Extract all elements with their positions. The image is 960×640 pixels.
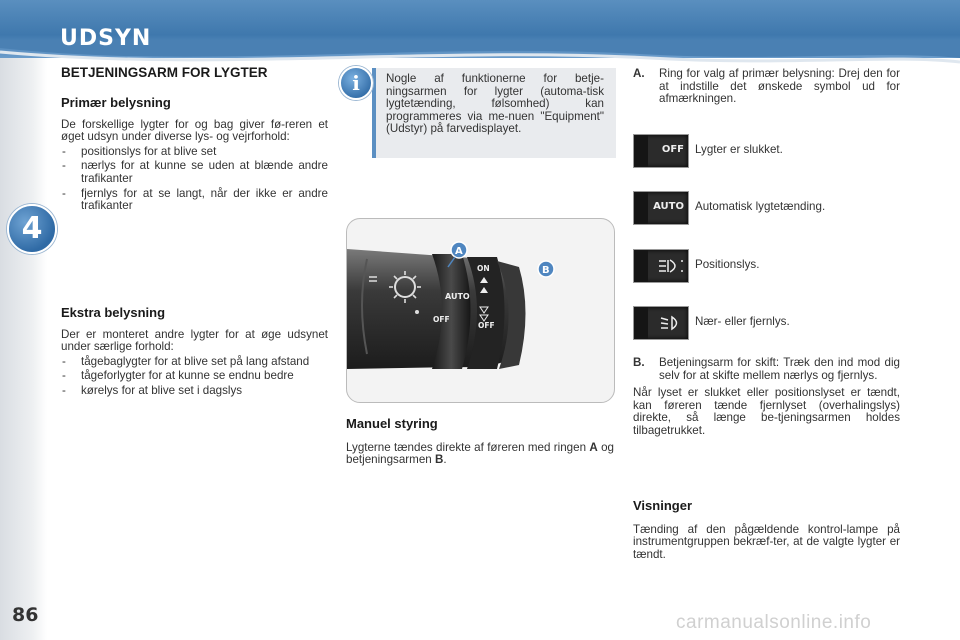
page-number: 86 [12, 604, 39, 626]
lamp-label: Positionslys. [695, 258, 760, 271]
left-margin-bar [0, 58, 47, 640]
manual-text [346, 442, 614, 467]
lighting-stalk-illustration [347, 219, 614, 402]
ring-paragraph [633, 68, 900, 106]
extra-intro: Der er monteret andre lygter for at øge udsynet under særlige forhold: [61, 327, 328, 354]
lamp-label: Automatisk lygtetænding. [695, 200, 826, 213]
lamp-auto-icon [633, 191, 689, 225]
section-title: BETJENINGSARM FOR LYGTER [61, 65, 268, 80]
manual-control-section [346, 418, 614, 467]
lamp-label: Lygter er slukket. [695, 143, 783, 156]
manual-ref-b: B [434, 453, 444, 467]
watermark: carmanualsonline.info [676, 612, 872, 633]
stalk-note: Når lyset er slukket eller positionslyset er tændt, kan føreren tænde fjernlyset (overhalingslys) direkte, så længe be-tjeningsarmen holdes tilbagetrukket. [633, 386, 900, 437]
manual-text-part: Lygterne tændes direkte af føreren med ringen [346, 440, 590, 454]
lamp-off-icon [633, 134, 689, 168]
manual-ref-a: A [589, 440, 598, 454]
primary-item: - fjernlys for at se langt, når der ikke er andre trafikanter [61, 188, 328, 213]
extra-item: - tågebaglygter for at blive set på lang afstand [61, 356, 328, 369]
lamp-badge: OFF [661, 144, 684, 155]
primary-item: - positionslys for at blive set [61, 146, 328, 159]
indicators-heading: Visninger [633, 498, 693, 513]
ring-label: A. [633, 67, 645, 80]
ring-off-mark: OFF [478, 321, 495, 330]
lamp-badge: AUTO [653, 201, 684, 212]
manual-text-part: . [443, 453, 447, 467]
manual-heading: Manuel styring [346, 416, 438, 431]
ring-off-mark: OFF [433, 315, 450, 324]
beam-light-icon [633, 306, 689, 340]
indicators-text: Tænding af den pågældende kontrol-lampe på instrumentgruppen bekræf-ter, at de valgte lygter er tændt. [633, 522, 900, 561]
manual-text-part: og betjeningsarmen [346, 440, 614, 467]
label-b-text: B [542, 265, 550, 276]
extra-item: - kørelys for at blive set i dagslys [61, 385, 328, 398]
extra-heading: Ekstra belysning [61, 305, 166, 320]
stalk-description [633, 357, 900, 438]
ring-text: Ring for valg af primær belysning: Drej den for at indstille det ønskede symbol ud for afmærkningen. [659, 67, 900, 106]
lighting-stalk-photo [346, 218, 615, 403]
extra-lighting-section [61, 307, 328, 398]
label-a-text: A [455, 246, 463, 257]
ring-on-mark: ON [477, 264, 490, 273]
stalk-paragraph [633, 357, 900, 382]
ring-description [633, 68, 900, 106]
primary-intro: De forskellige lygter for og bag giver fø-reren et øget udsyn under diverse lys- og vejrforhold: [61, 117, 328, 144]
stalk-label: B. [633, 356, 645, 369]
info-text: Nogle af funktionerne for betje-ningsarmen for lygter (automa-tisk lygtetænding, følsomhed) kan programmeres via me-nuen "Equipment" (Udstyr) på farvedisplayet. [386, 72, 604, 136]
primary-item: - nærlys for at kunne se uden at blænde andre trafikanter [61, 160, 328, 185]
extra-item: - tågeforlygter for at kunne se endnu bedre [61, 370, 328, 383]
chapter-badge: 4 [7, 204, 57, 254]
lamp-label: Nær- eller fjernlys. [695, 315, 790, 328]
ring-auto-mark: AUTO [445, 292, 470, 301]
primary-lighting-section [61, 97, 328, 213]
page-title: UDSYN [60, 26, 152, 51]
position-light-icon [633, 249, 689, 283]
indicators-section [633, 500, 900, 561]
info-icon: i [339, 66, 373, 100]
primary-heading: Primær belysning [61, 95, 171, 110]
stalk-text: Betjeningsarm for skift: Træk den ind mod dig selv for at skifte mellem nærlys og fjernlys. [659, 356, 900, 382]
